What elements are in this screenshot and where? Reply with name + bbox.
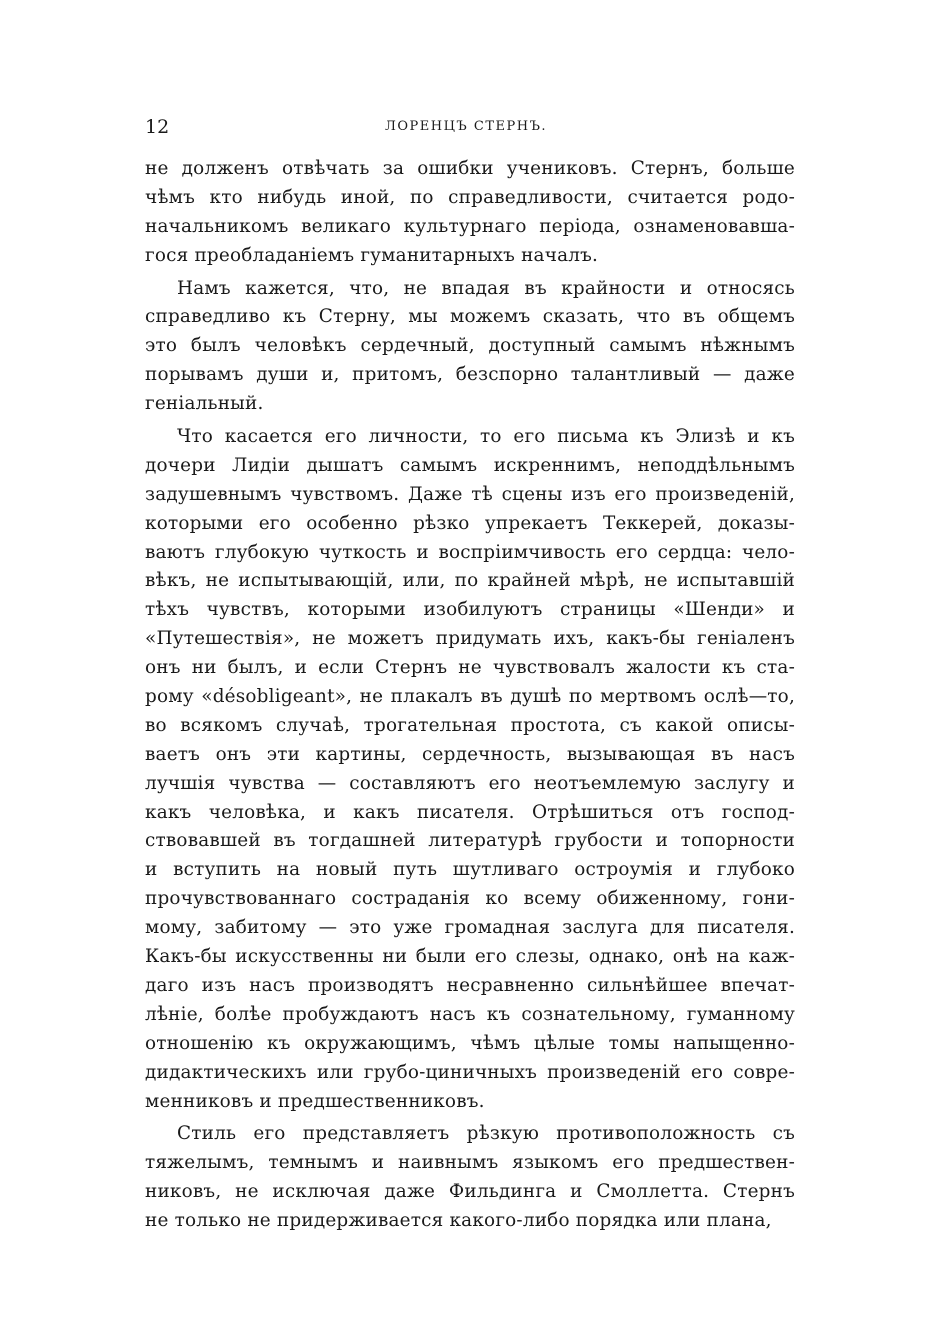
text-line: Что касается его личности, то его письма къ Элизѣ и къ (177, 426, 795, 448)
page-number: 12 (145, 116, 170, 138)
text-line: тѣхъ чувствъ, которыми изобилуютъ страницы «Шенди» и (145, 599, 795, 621)
page-header (145, 112, 795, 142)
text-line: мому, забитому — это уже громадная заслуга для писателя. (145, 917, 795, 939)
text-line: чѣмъ кто нибудь иной, по справедливости, считается родо- (145, 186, 795, 208)
paragraph (145, 155, 795, 271)
text-line: лучшія чувства — составляютъ его неотъемлемую заслугу и (145, 772, 795, 794)
text-line: не долженъ отвѣчать за ошибки учениковъ. Стернъ, больше (145, 158, 795, 179)
text-line: и вступить на новый путь шутливаго остроумія и глубоко (145, 859, 795, 881)
text-line: лѣніе, болѣе пробуждаютъ насъ къ сознательному, гуманному (145, 1003, 795, 1025)
text-line: задушевнымъ чувствомъ. Даже тѣ сцены изъ его произведеній, (145, 483, 795, 505)
text-line: отношенію къ окружающимъ, чѣмъ цѣлые томы напыщенно- (145, 1032, 795, 1054)
running-title: ЛОРЕНЦЪ СТЕРНЪ. (385, 119, 548, 134)
text-line: прочувствованнаго состраданія ко всему обиженному, гони- (145, 888, 795, 910)
text-line: справедливо къ Стерну, мы можемъ сказать, что въ общемъ (145, 306, 795, 328)
text-line: даго изъ насъ производятъ несравненно сильнѣйшее впечат- (145, 974, 795, 996)
paragraph (145, 423, 795, 1116)
body-text (145, 155, 795, 1236)
text-line: которыми его особенно рѣзко упрекаетъ Теккерей, доказы- (145, 512, 795, 534)
text-line: рому «désobligeant», не плакалъ въ душѣ по мертвомъ ослѣ—то, (145, 686, 795, 708)
text-line: ваютъ глубокую чуткость и воспріимчивость его сердца: чело- (145, 541, 795, 563)
text-line: «Путешествія», не можетъ придумать ихъ, какъ-бы геніаленъ (145, 628, 795, 650)
text-line: никовъ, не исключая даже Фильдинга и Смоллетта. Стернъ (145, 1181, 795, 1203)
text-line: это былъ человѣкъ сердечный, доступный самымъ нѣжнымъ (145, 335, 795, 357)
text-line: ваетъ онъ эти картины, сердечность, вызывающая въ насъ (145, 743, 795, 765)
text-line: во всякомъ случаѣ, трогательная простота, съ какой описы- (145, 714, 795, 736)
text-line: дочери Лидіи дышатъ самымъ искреннимъ, неподдѣльнымъ (145, 454, 795, 476)
text-line: геніальный. (145, 393, 264, 415)
text-line: тяжелымъ, темнымъ и наивнымъ языкомъ его предшествен- (145, 1152, 795, 1174)
text-line: порывамъ души и, притомъ, безспорно талантливый — даже (145, 364, 795, 386)
text-line: Намъ кажется, что, не впадая въ крайности и относясь (177, 277, 795, 299)
text-line: вѣкъ, не испытывающій, или, по крайней мѣрѣ, не испытавшій (145, 570, 795, 592)
text-line: Стиль его представляетъ рѣзкую противоположность съ (177, 1123, 795, 1145)
paragraph (145, 1120, 795, 1236)
paragraph (145, 275, 795, 419)
text-line: дидактическихъ или грубо-циничныхъ произведеній его совре- (145, 1061, 795, 1083)
text-line: ствовавшей въ тогдашней литературѣ грубости и топорности (145, 830, 795, 852)
text-line: гося преобладаніемъ гуманитарныхъ началъ. (145, 244, 599, 266)
text-line: какъ человѣка, и какъ писателя. Отрѣшиться отъ господ- (145, 801, 795, 823)
text-line: Какъ-бы искусственны ни были его слезы, однако, онѣ на каж- (145, 946, 795, 968)
text-line: начальникомъ великаго культурнаго періода, ознаменовавша- (145, 215, 795, 237)
text-line: не только не придерживается какого-либо порядка или плана, (145, 1210, 772, 1232)
text-line: менниковъ и предшественниковъ. (145, 1090, 485, 1112)
text-line: онъ ни былъ, и если Стернъ не чувствовалъ жалости къ ста- (145, 657, 795, 679)
